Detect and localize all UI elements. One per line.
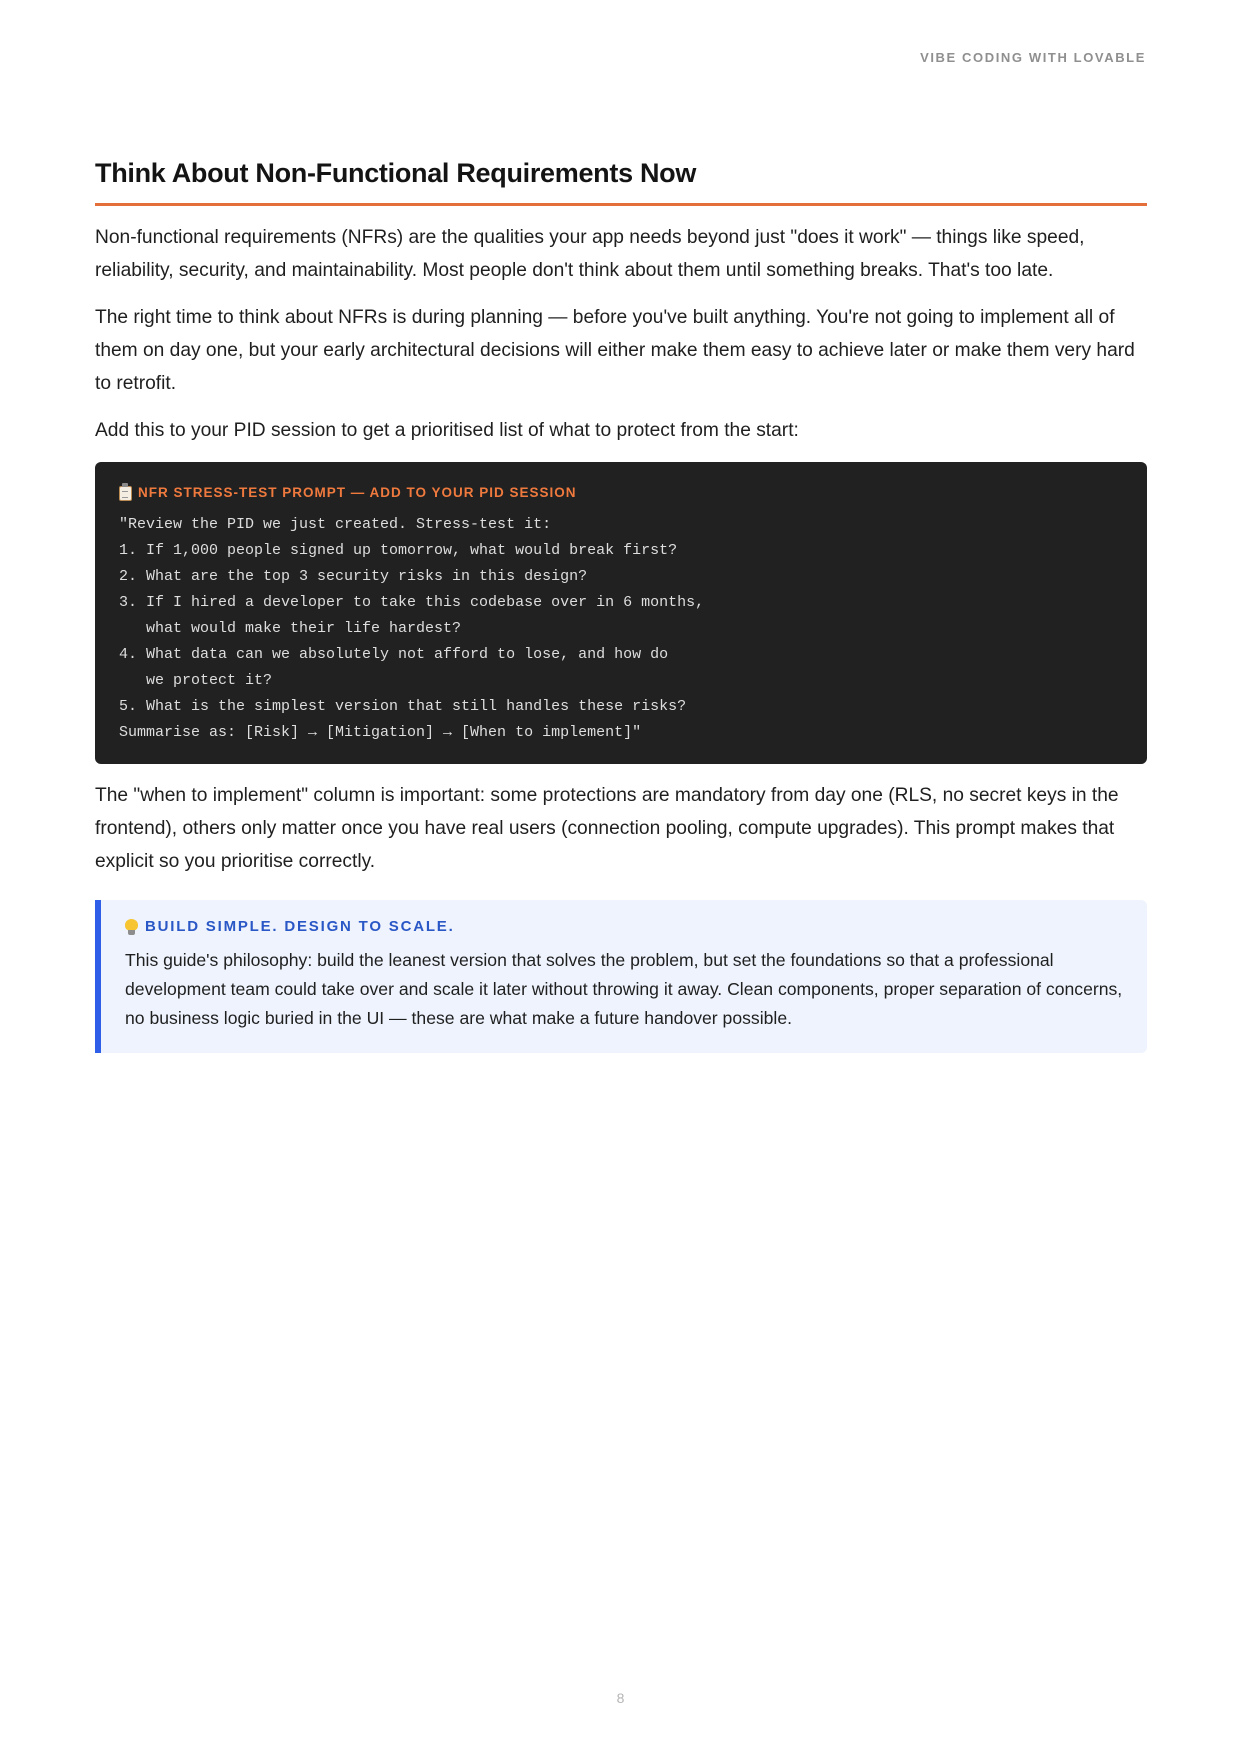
prompt-line: we protect it? [119,672,273,689]
pid-session-paragraph: Add this to your PID session to get a prioritised list of what to protect from the start: [95,420,799,441]
prompt-line: what would make their life hardest? [119,620,462,637]
lightbulb-icon [125,919,138,936]
prompt-box-header [119,484,1123,502]
prompt-line: "Review the PID we just created. Stress-test it: [119,516,552,533]
when-to-implement-paragraph: The "when to implement" column is important: some protections are mandatory from day one (RLS, no secret keys in the frontend), others only matter once you have real users (connection pooling, compute upgrades). This prompt makes that explicit so you prioritise correctly. [95,785,1119,872]
prompt-line: 2. What are the top 3 security risks in this design? [119,568,588,585]
prompt-text [119,512,1123,746]
prompt-line: 3. If I hired a developer to take this codebase over in 6 months, [119,594,705,611]
prompt-line: 1. If 1,000 people signed up tomorrow, what would break first? [119,542,678,559]
planning-paragraph: The right time to think about NFRs is during planning — before you've built anything. You're not going to implement all of them on day one, but your early architectural decisions will either make them easy to achieve later or make them very hard to retrofit. [95,307,1135,394]
philosophy-callout [95,900,1147,1053]
intro-paragraph: Non-functional requirements (NFRs) are the qualities your app needs beyond just "does it work" — things like speed, reliability, security, and maintainability. Most people don't think about them until something breaks. That's too late. [95,227,1085,281]
section-title: Think About Non-Functional Requirements Now [95,155,1147,206]
running-header: VIBE CODING WITH LOVABLE [920,50,1146,65]
prompt-line: 5. What is the simplest version that still handles these risks? [119,698,687,715]
nfr-prompt-box [95,462,1147,764]
callout-text: This guide's philosophy: build the leanest version that solves the problem, but set the foundations so that a professional development team could take over and scale it later without throwing it away. Clean components, proper separation of concerns, no business logic buried in the UI — these are what make a future handover possible. [125,950,1123,1028]
callout-title: BUILD SIMPLE. DESIGN TO SCALE. [145,918,455,935]
prompt-line: 4. What data can we absolutely not afford to lose, and how do [119,646,669,663]
page-number: 8 [616,1690,625,1706]
callout-header [125,917,1123,937]
clipboard-icon [119,486,132,501]
page-content [95,155,1147,1053]
prompt-line: Summarise as: [Risk] → [Mitigation] → [When to implement]" [119,724,642,741]
prompt-box-title: NFR STRESS-TEST PROMPT — ADD TO YOUR PID SESSION [138,485,577,500]
